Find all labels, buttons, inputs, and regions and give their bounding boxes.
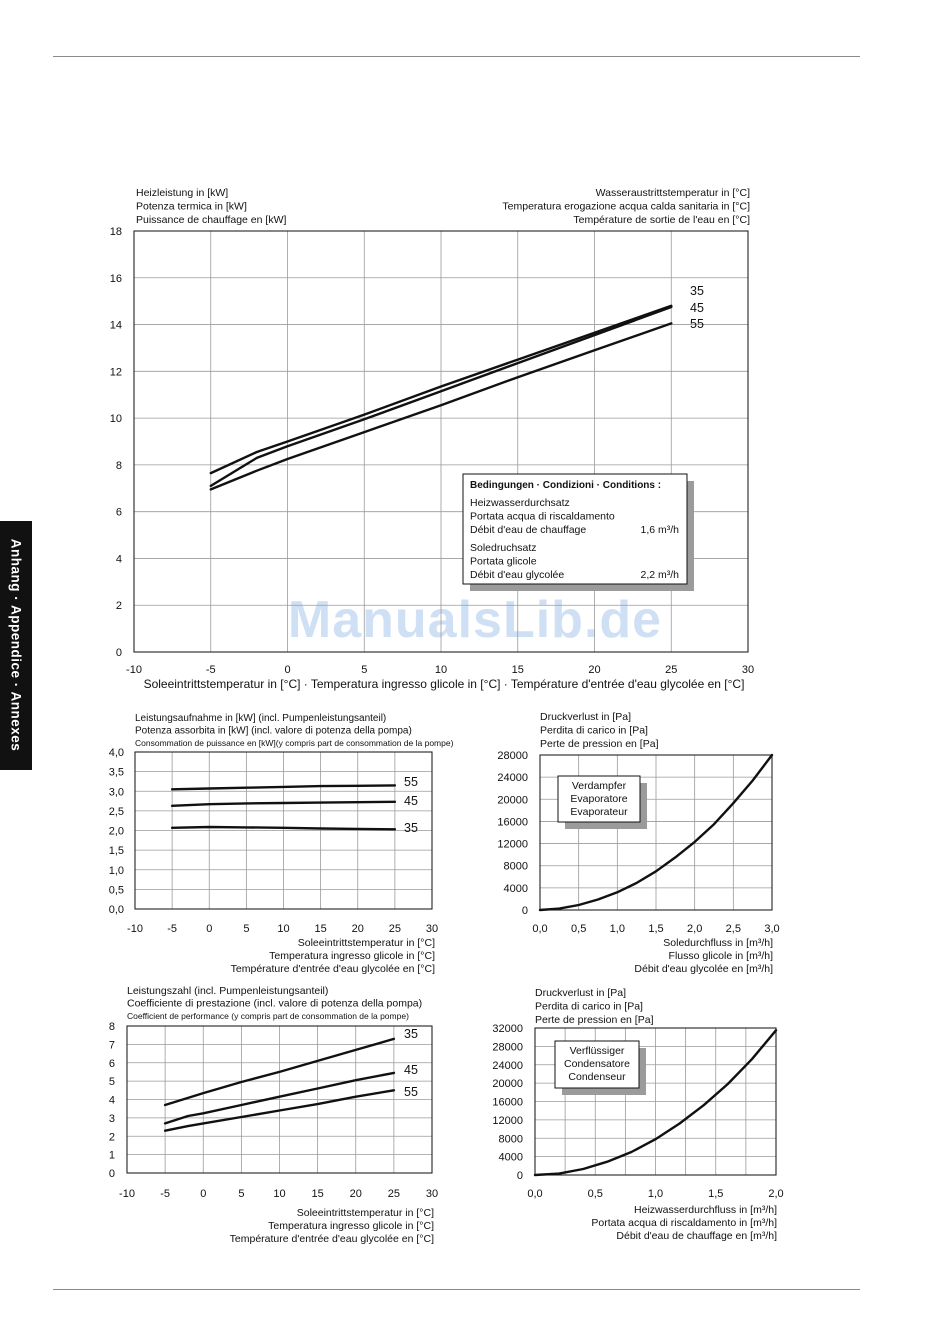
cop-y-axis-label: Coefficiente di prestazione (incl. valore di potenza della pompa) (127, 997, 423, 1010)
pressure-drop-evaporator-y-tick-label: 20000 (497, 794, 528, 807)
pressure-drop-condenser-y-tick-label: 24000 (492, 1059, 523, 1072)
cop-y-tick-label: 5 (108, 1076, 115, 1089)
power-input-x-tick-label: 25 (388, 923, 401, 935)
pressure-drop-evaporator-x-tick-label: 2,0 (687, 923, 703, 935)
heating-capacity-series-label: 55 (690, 317, 704, 331)
power-input-x-tick-label: -10 (127, 923, 143, 935)
pressure-drop-condenser-y-tick-label: 20000 (492, 1078, 523, 1091)
pressure-drop-condenser-y-tick-label: 32000 (492, 1023, 523, 1035)
power-input-y-tick-label: 0,0 (108, 904, 124, 916)
cop-x-axis-label: Temperatura ingresso glicole in [°C] (268, 1220, 434, 1232)
pressure-drop-condenser-component-label: Condensatore (564, 1058, 630, 1070)
pressure-drop-condenser-y-tick-label: 12000 (492, 1114, 523, 1127)
pressure-drop-condenser-component-label: Condenseur (568, 1071, 626, 1083)
pressure-drop-evaporator-y-tick-label: 0 (521, 905, 528, 917)
cop-y-axis-label: Coefficient de performance (y compris part de consommation de la pompe) (127, 1011, 409, 1021)
pressure-drop-condenser-component-label: Verflüssiger (569, 1045, 625, 1057)
conditions-heating-flow-label: Heizwasserdurchsatz (470, 497, 570, 509)
pressure-drop-evaporator-y-tick-label: 16000 (497, 816, 528, 829)
power-input-y-tick-label: 3,5 (108, 766, 124, 779)
power-input-series-label: 35 (404, 821, 418, 835)
conditions-brine-flow-label: Débit d'eau glycolée (470, 569, 565, 581)
pressure-drop-condenser-x-axis-label: Portata acqua di riscaldamento in [m³/h] (591, 1217, 777, 1229)
pressure-drop-condenser-x-tick-label: 1,0 (647, 1188, 664, 1200)
cop-x-tick-label: 30 (425, 1188, 439, 1200)
cop-y-tick-label: 0 (108, 1168, 115, 1180)
conditions-heating-flow-label: Portata acqua di riscaldamento (470, 510, 615, 523)
pressure-drop-condenser-x-tick-label: 0,5 (587, 1188, 603, 1200)
cop-series-label: 55 (404, 1085, 418, 1099)
pressure-drop-evaporator-y-tick-label: 4000 (503, 882, 528, 895)
cop-y-tick-label: 3 (108, 1112, 115, 1125)
pressure-drop-condenser-x-tick-label: 2,0 (768, 1188, 784, 1200)
power-input-y-axis-label: Potenza assorbita in [kW] (incl. valore di potenza della pompa) (135, 725, 412, 737)
heating-capacity-y-tick-label: 18 (109, 226, 122, 238)
conditions-heating-flow-label: Débit d'eau de chauffage (470, 524, 587, 536)
conditions-brine-flow-label: Soledruchsatz (470, 542, 537, 554)
pressure-drop-evaporator-y-axis-label: Perdita di carico in [Pa] (540, 724, 648, 737)
power-input-y-axis-label: Consommation de puissance en [kW](y compris part de consommation de la pompe) (135, 738, 454, 748)
cop-x-tick-label: 5 (238, 1188, 245, 1200)
power-input-x-tick-label: 20 (351, 923, 364, 935)
heating-capacity-x-tick-label: 30 (741, 664, 755, 676)
pressure-drop-condenser-y-axis-label: Druckverlust in [Pa] (535, 987, 627, 999)
cop-y-tick-label: 8 (108, 1021, 115, 1033)
heating-capacity-y-tick-label: 10 (109, 413, 122, 426)
power-input-x-tick-label: 30 (425, 923, 439, 935)
heating-capacity-x-axis-label: Soleeintrittstemperatur in [°C] · Temperatura ingresso glicole in [°C] · Température d'entrée d'eau glycolée en [°C] (143, 677, 745, 691)
power-input-y-axis-label: Leistungsaufnahme in [kW] (incl. Pumpenleistungsanteil) (135, 713, 387, 724)
pressure-drop-evaporator-x-axis-label: Débit d'eau glycolée en [m³/h] (634, 963, 773, 975)
cop-x-tick-label: 15 (311, 1188, 324, 1200)
heating-capacity-x-tick-label: 10 (434, 664, 448, 676)
cop-y-tick-label: 6 (108, 1057, 115, 1070)
power-input-x-axis-label: Soleeintrittstemperatur in [°C] (297, 937, 435, 949)
watermark: ManualsLib.de (287, 591, 663, 649)
heating-capacity-x-tick-label: 20 (588, 664, 601, 676)
cop-y-tick-label: 2 (108, 1131, 115, 1144)
heating-capacity-y-tick-label: 16 (109, 272, 122, 285)
pressure-drop-evaporator-component-label: Evaporateur (570, 806, 628, 818)
pressure-drop-evaporator-y-axis-label: Perte de pression en [Pa] (540, 738, 659, 750)
conditions-title: Bedingungen · Condizioni · Conditions : (470, 480, 662, 491)
heating-capacity-x-tick-label: -5 (205, 664, 216, 676)
cop-y-tick-label: 7 (108, 1039, 115, 1052)
pressure-drop-evaporator-x-tick-label: 1,5 (648, 923, 664, 935)
power-input-y-tick-label: 4,0 (108, 747, 124, 759)
pressure-drop-evaporator-component-label: Evaporatore (570, 793, 628, 805)
pressure-drop-evaporator-x-tick-label: 2,5 (725, 923, 741, 935)
power-input-y-tick-label: 0,5 (108, 884, 124, 897)
power-input-x-tick-label: 5 (243, 923, 250, 935)
power-input-x-tick-label: 0 (206, 923, 213, 935)
heating-capacity-y-tick-label: 0 (115, 647, 122, 659)
power-input-y-tick-label: 2,5 (108, 805, 124, 818)
heating-capacity-y-axis-label: Heizleistung in [kW] (136, 187, 229, 199)
pressure-drop-evaporator-y-axis-label: Druckverlust in [Pa] (540, 711, 632, 723)
heating-capacity-series-label: 35 (690, 284, 704, 298)
pressure-drop-condenser-y-axis-label: Perdita di carico in [Pa] (535, 1000, 643, 1013)
heating-capacity-y-tick-label: 12 (109, 366, 122, 379)
power-input-y-tick-label: 1,0 (108, 864, 124, 877)
pressure-drop-condenser-y-tick-label: 28000 (492, 1041, 523, 1054)
power-input-y-tick-label: 2,0 (108, 825, 124, 838)
power-input-series-label: 45 (404, 794, 418, 808)
pressure-drop-evaporator-y-tick-label: 28000 (497, 750, 528, 762)
pressure-drop-condenser-y-tick-label: 8000 (498, 1133, 523, 1146)
pressure-drop-evaporator-x-tick-label: 0,5 (571, 923, 587, 935)
cop-series-label: 45 (404, 1063, 418, 1077)
power-input-x-tick-label: 10 (277, 923, 290, 935)
cop-x-tick-label: -5 (160, 1188, 171, 1200)
heating-capacity-y-tick-label: 4 (115, 553, 122, 566)
heating-capacity-y-tick-label: 14 (109, 319, 122, 332)
cop-series-label: 35 (404, 1027, 418, 1041)
cop-x-tick-label: 0 (200, 1188, 207, 1200)
heating-capacity-legend-title: Température de sortie de l'eau en [°C] (573, 214, 750, 226)
pressure-drop-evaporator-x-tick-label: 3,0 (764, 923, 780, 935)
power-input-x-axis-label: Temperatura ingresso glicole in [°C] (269, 950, 435, 962)
heating-capacity-y-axis-label: Potenza termica in [kW] (136, 200, 247, 213)
heating-capacity-y-tick-label: 6 (115, 506, 122, 519)
power-input-series-label: 55 (404, 775, 418, 789)
cop-x-tick-label: -10 (119, 1188, 135, 1200)
conditions-brine-flow-value: 2,2 m³/h (640, 569, 679, 581)
cop-x-axis-label: Température d'entrée d'eau glycolée en [°C] (229, 1233, 434, 1245)
heating-capacity-y-tick-label: 8 (115, 459, 122, 472)
pressure-drop-evaporator-x-tick-label: 0,0 (532, 923, 548, 935)
pressure-drop-evaporator-x-tick-label: 1,0 (609, 923, 625, 935)
cop-x-tick-label: 20 (349, 1188, 362, 1200)
cop-x-tick-label: 10 (273, 1188, 286, 1200)
conditions-heating-flow-value: 1,6 m³/h (640, 524, 679, 536)
pressure-drop-evaporator-y-tick-label: 24000 (497, 772, 528, 785)
conditions-brine-flow-label: Portata glicole (470, 555, 537, 568)
power-input-series-line-35 (172, 827, 395, 829)
cop-x-axis-label: Soleeintrittstemperatur in [°C] (296, 1207, 434, 1219)
pressure-drop-evaporator-component-label: Verdampfer (571, 780, 627, 792)
heating-capacity-legend-title: Wasseraustrittstemperatur in [°C] (595, 187, 750, 199)
pressure-drop-condenser-x-axis-label: Heizwasserdurchfluss in [m³/h] (634, 1204, 777, 1216)
cop-x-tick-label: 25 (387, 1188, 400, 1200)
pressure-drop-evaporator-x-axis-label: Flusso glicole in [m³/h] (668, 950, 773, 962)
heating-capacity-x-tick-label: 0 (284, 664, 291, 676)
power-input-x-tick-label: -5 (167, 923, 178, 935)
pressure-drop-condenser-y-tick-label: 0 (516, 1170, 523, 1182)
power-input-x-axis-label: Température d'entrée d'eau glycolée en [°C] (230, 963, 435, 975)
heating-capacity-x-tick-label: 25 (665, 664, 678, 676)
pressure-drop-condenser-y-tick-label: 16000 (492, 1096, 523, 1109)
pressure-drop-condenser-x-axis-label: Débit d'eau de chauffage en [m³/h] (616, 1230, 777, 1242)
side-tab-label: Anhang · Appendice · Annexes (8, 538, 24, 752)
pressure-drop-condenser-x-tick-label: 0,0 (527, 1188, 543, 1200)
pressure-drop-condenser-y-tick-label: 4000 (498, 1151, 523, 1164)
heating-capacity-series-label: 45 (690, 301, 704, 315)
pressure-drop-condenser-y-axis-label: Perte de pression en [Pa] (535, 1014, 654, 1026)
cop-y-axis-label: Leistungszahl (incl. Pumpenleistungsanteil) (127, 985, 329, 997)
cop-y-tick-label: 4 (108, 1094, 115, 1107)
pressure-drop-evaporator-y-tick-label: 8000 (503, 860, 528, 873)
heating-capacity-x-tick-label: 15 (511, 664, 524, 676)
heating-capacity-y-axis-label: Puissance de chauffage en [kW] (136, 214, 287, 226)
pressure-drop-evaporator-y-tick-label: 12000 (497, 838, 528, 851)
power-input-y-tick-label: 1,5 (108, 845, 124, 858)
pressure-drop-condenser-x-tick-label: 1,5 (708, 1188, 724, 1200)
heating-capacity-x-tick-label: 5 (361, 664, 368, 676)
cop-y-tick-label: 1 (108, 1149, 115, 1162)
power-input-x-tick-label: 15 (314, 923, 327, 935)
heating-capacity-y-tick-label: 2 (115, 600, 122, 613)
heating-capacity-x-tick-label: -10 (126, 664, 142, 676)
power-input-y-tick-label: 3,0 (108, 786, 124, 799)
pressure-drop-evaporator-x-axis-label: Soledurchfluss in [m³/h] (663, 937, 773, 949)
heating-capacity-legend-title: Temperatura erogazione acqua calda sanitaria in [°C] (502, 200, 750, 213)
